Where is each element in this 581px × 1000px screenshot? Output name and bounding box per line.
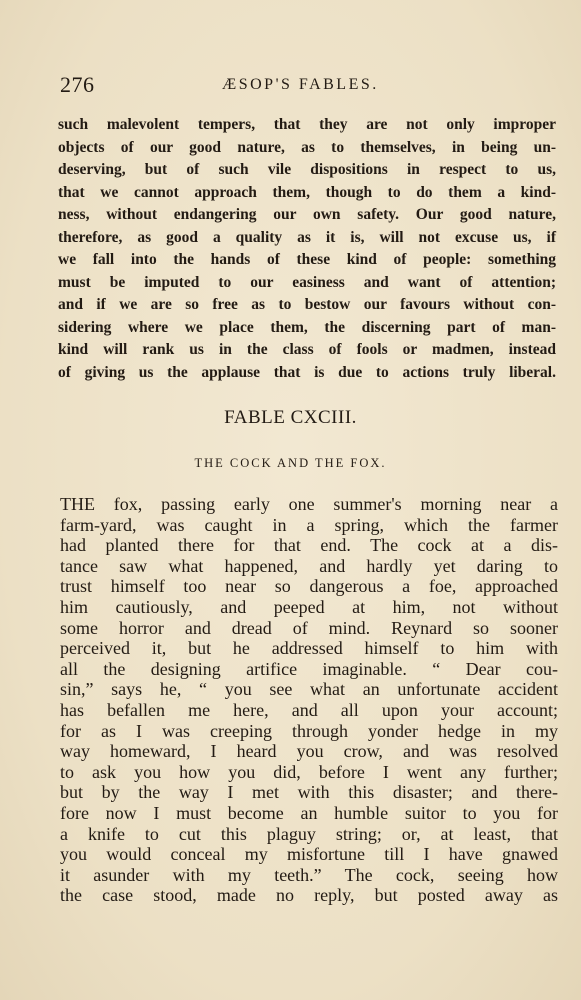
text-line: deserving, but of such vile dispositions in respect to us, [58, 161, 556, 178]
text-line: tance saw what happened, and hardly yet daring to [60, 555, 558, 576]
text-line: and if we are so free as to bestow our favours without con- [58, 296, 556, 313]
page-number: 276 [60, 72, 95, 97]
text-line: fore now I must become an humble suitor to you for [60, 802, 558, 823]
text-line: must be imputed to our easiness and want of attention; [58, 273, 556, 291]
text-line: the case stood, made no reply, but posted away as [60, 885, 558, 906]
text-line: him cautiously, and peeped at him, not without [60, 596, 558, 617]
text-line: THE fox, passing early one summer's morning near a [60, 494, 558, 514]
text-line: sidering where we place them, the discerning part of man- [58, 318, 556, 336]
previous-fable-application [58, 114, 556, 384]
text-line: way homeward, I heard you crow, and was resolved [60, 741, 558, 762]
text-line: some horror and dread of mind. Reynard so sooner [60, 617, 558, 638]
text-line: kind will rank us in the class of fools or madmen, instead [58, 341, 556, 358]
text-line: for as I was creeping through yonder hedge in my [60, 720, 558, 741]
text-line: of giving us the applause that is due to actions truly liberal. [58, 363, 556, 381]
text-line: perceived it, but he addressed himself to him with [60, 638, 558, 659]
text-line: it asunder with my teeth.” The cock, seeing how [60, 864, 558, 885]
text-line: a knife to cut this plaguy string; or, at least, that [60, 823, 558, 844]
running-title: ÆSOP'S FABLES. [222, 76, 379, 93]
text-line: sin,” says he, “ you see what an unfortunate accident [60, 679, 558, 700]
text-line: to ask you how you did, before I went any further; [60, 761, 558, 782]
text-line: ness, without endangering our own safety. Our good nature, [58, 206, 556, 223]
text-line: farm-yard, was caught in a spring, which the farmer [60, 514, 558, 535]
text-line: has befallen me here, and all upon your account; [60, 699, 558, 720]
text-line: trust himself too near so dangerous a foe, approached [60, 576, 558, 597]
text-line: all the designing artifice imaginable. “ Dear cou- [60, 658, 558, 679]
running-head [60, 72, 558, 102]
text-line: objects of our good nature, as to themselves, in being un- [58, 138, 556, 156]
text-line: you would conceal my misfortune till I have gnawed [60, 844, 558, 865]
text-line: that we cannot approach them, though to do them a kind- [58, 183, 556, 201]
text-line: had planted there for that end. The cock at a dis- [60, 535, 558, 556]
text-line: such malevolent tempers, that they are not only improper [58, 116, 556, 133]
fable-subtitle: THE COCK AND THE FOX. [194, 456, 387, 470]
text-line: we fall into the hands of these kind of people: something [58, 251, 556, 268]
fable-body [60, 494, 558, 906]
text-line: but by the way I met with this disaster; and there- [60, 782, 558, 803]
text-line: therefore, as good a quality as it is, will not excuse us, if [58, 228, 556, 246]
fable-heading: FABLE CXCIII. [224, 407, 357, 428]
